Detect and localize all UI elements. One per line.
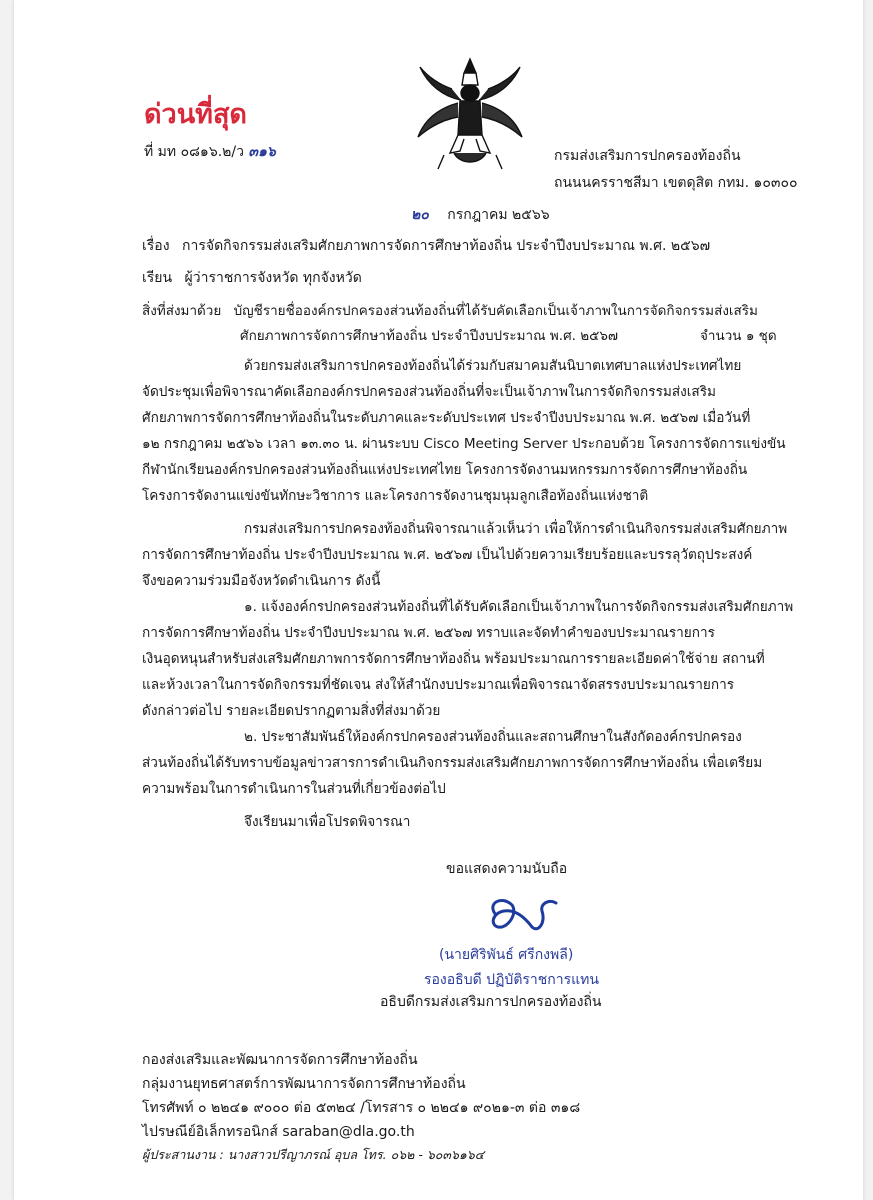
closing-line: จึงเรียนมาเพื่อโปรดพิจารณา: [244, 814, 411, 830]
letter-date: [411, 204, 550, 226]
para1-line: จัดประชุมเพื่อพิจารณาคัดเลือกองค์กรปกครองส่วนท้องถิ่นที่จะเป็นเจ้าภาพในการจัดกิจกรรมส่งเสริม: [142, 384, 716, 400]
enclosure-line-1: [142, 299, 758, 321]
document-number: [144, 141, 276, 163]
footer-email: ไปรษณีย์อิเล็กทรอนิกส์ saraban@dla.go.th: [142, 1124, 415, 1140]
para1-line: ศักยภาพการจัดการศึกษาท้องถิ่นในระดับภาคและระดับประเทศ ประจำปีงบประมาณ พ.ศ. ๒๕๖๗ เมื่อวันที่: [142, 410, 751, 426]
item1-line: การจัดการศึกษาท้องถิ่น ประจำปีงบประมาณ พ.ศ. ๒๕๖๗ ทราบและจัดทำคำของบประมาณรายการ: [142, 625, 715, 641]
enclosure-text-2: ศักยภาพการจัดการศึกษาท้องถิ่น ประจำปีงบประมาณ พ.ศ. ๒๕๖๗: [240, 328, 619, 344]
footer-phone: โทรศัพท์ ๐ ๒๒๔๑ ๙๐๐๐ ต่อ ๕๓๒๔ /โทรสาร ๐ ๒๒๔๑ ๙๐๒๑-๓ ต่อ ๓๑๘: [142, 1100, 581, 1116]
para2-line: การจัดการศึกษาท้องถิ่น ประจำปีงบประมาณ พ.ศ. ๒๕๖๗ เป็นไปด้วยความเรียบร้อยและบรรลุวัตถุประสงค์: [142, 547, 753, 563]
item1-line: เงินอุดหนุนสำหรับส่งเสริมศักยภาพการจัดการศึกษาท้องถิ่น พร้อมประมาณการรายละเอียดค่าใช้จ่าย สถานที่: [142, 651, 765, 667]
enclosure-label: สิ่งที่ส่งมาด้วย: [142, 303, 222, 319]
footer-group: กลุ่มงานยุทธศาสตร์การพัฒนาการจัดการศึกษาท้องถิ่น: [142, 1076, 466, 1092]
footer-division: กองส่งเสริมและพัฒนาการจัดการศึกษาท้องถิ่น: [142, 1052, 418, 1068]
recipient-text: ผู้ว่าราชการจังหวัด ทุกจังหวัด: [184, 270, 362, 286]
signatory-title-1: รองอธิบดี ปฏิบัติราชการแทน: [424, 972, 599, 988]
subject-text: การจัดกิจกรรมส่งเสริมศักยภาพการจัดการศึกษาท้องถิ่น ประจำปีงบประมาณ พ.ศ. ๒๕๖๗: [182, 238, 711, 254]
para1-line: ๑๒ กรกฎาคม ๒๕๖๖ เวลา ๑๓.๓๐ น. ผ่านระบบ Cisco Meeting Server ประกอบด้วย โครงการจัดการแข่งขัน: [142, 436, 786, 452]
recipient-line: [142, 267, 362, 289]
urgent-label: ด่วนที่สุด: [144, 99, 247, 130]
enclosure-text-1: บัญชีรายชื่อองค์กรปกครองส่วนท้องถิ่นที่ได้รับคัดเลือกเป็นเจ้าภาพในการจัดกิจกรรมส่งเสริม: [233, 303, 758, 319]
footer-coordinator: ผู้ประสานงาน : นางสาวปรีญาภรณ์ อุบล โทร. ๐๖๒ - ๖๐๓๖๑๖๔: [142, 1147, 485, 1162]
date-day-handwritten: ๒๐: [411, 207, 429, 223]
item1-line: ดังกล่าวต่อไป รายละเอียดปรากฏตามสิ่งที่ส่งมาด้วย: [142, 703, 441, 719]
signatory-name: (นายศิริพันธ์ ศรีกงพลี): [439, 947, 574, 963]
regards-text: ขอแสดงความนับถือ: [446, 861, 568, 877]
item2-line: ความพร้อมในการดำเนินการในส่วนที่เกี่ยวข้องต่อไป: [142, 781, 446, 797]
document-number-prefix: ที่ มท ๐๘๑๖.๒/ว: [144, 144, 244, 160]
department-name: กรมส่งเสริมการปกครองท้องถิ่น: [554, 148, 741, 164]
department-address: ถนนนครราชสีมา เขตดุสิต กทม. ๑๐๓๐๐: [554, 175, 798, 191]
garuda-emblem-icon: [414, 55, 526, 173]
item1-line: ๑. แจ้งองค์กรปกครองส่วนท้องถิ่นที่ได้รับคัดเลือกเป็นเจ้าภาพในการจัดกิจกรรมส่งเสริมศักยภาพ: [244, 599, 794, 615]
subject-label: เรื่อง: [142, 238, 170, 254]
para1-line: กีฬานักเรียนองค์กรปกครองส่วนท้องถิ่นแห่งประเทศไทย โครงการจัดงานมหกรรมการจัดการศึกษาท้องถิ่น: [142, 462, 748, 478]
document-number-handwritten: ๓๑๖: [248, 144, 276, 160]
recipient-label: เรียน: [142, 270, 173, 286]
item1-line: และห้วงเวลาในการจัดกิจกรรมที่ชัดเจน ส่งให้สำนักงบประมาณเพื่อพิจารณาจัดสรรงบประมาณรายการ: [142, 677, 735, 693]
para2-line: กรมส่งเสริมการปกครองท้องถิ่นพิจารณาแล้วเห็นว่า เพื่อให้การดำเนินกิจกรรมส่งเสริมศักยภาพ: [244, 521, 788, 537]
handwritten-signature-icon: [482, 893, 562, 935]
date-month-year: กรกฎาคม ๒๕๖๖: [447, 207, 550, 223]
para1-line: ด้วยกรมส่งเสริมการปกครองท้องถิ่นได้ร่วมกับสมาคมสันนิบาตเทศบาลแห่งประเทศไทย: [244, 358, 742, 374]
enclosure-count: จำนวน ๑ ชุด: [700, 328, 777, 344]
para1-line: โครงการจัดงานแข่งขันทักษะวิชาการ และโครงการจัดงานชุมนุมลูกเสือท้องถิ่นแห่งชาติ: [142, 488, 649, 504]
item2-line: ๒. ประชาสัมพันธ์ให้องค์กรปกครองส่วนท้องถิ่นและสถานศึกษาในสังกัดองค์กรปกครอง: [244, 729, 742, 745]
subject-line: [142, 235, 710, 257]
para2-line: จึงขอความร่วมมือจังหวัดดำเนินการ ดังนี้: [142, 573, 381, 589]
item2-line: ส่วนท้องถิ่นได้รับทราบข้อมูลข่าวสารการดำเนินกิจกรรมส่งเสริมศักยภาพการจัดการศึกษาท้องถิ่น เพื่อเตรียม: [142, 755, 763, 771]
signatory-title-2: อธิบดีกรมส่งเสริมการปกครองท้องถิ่น: [380, 994, 602, 1010]
letter-page: [14, 0, 863, 1200]
